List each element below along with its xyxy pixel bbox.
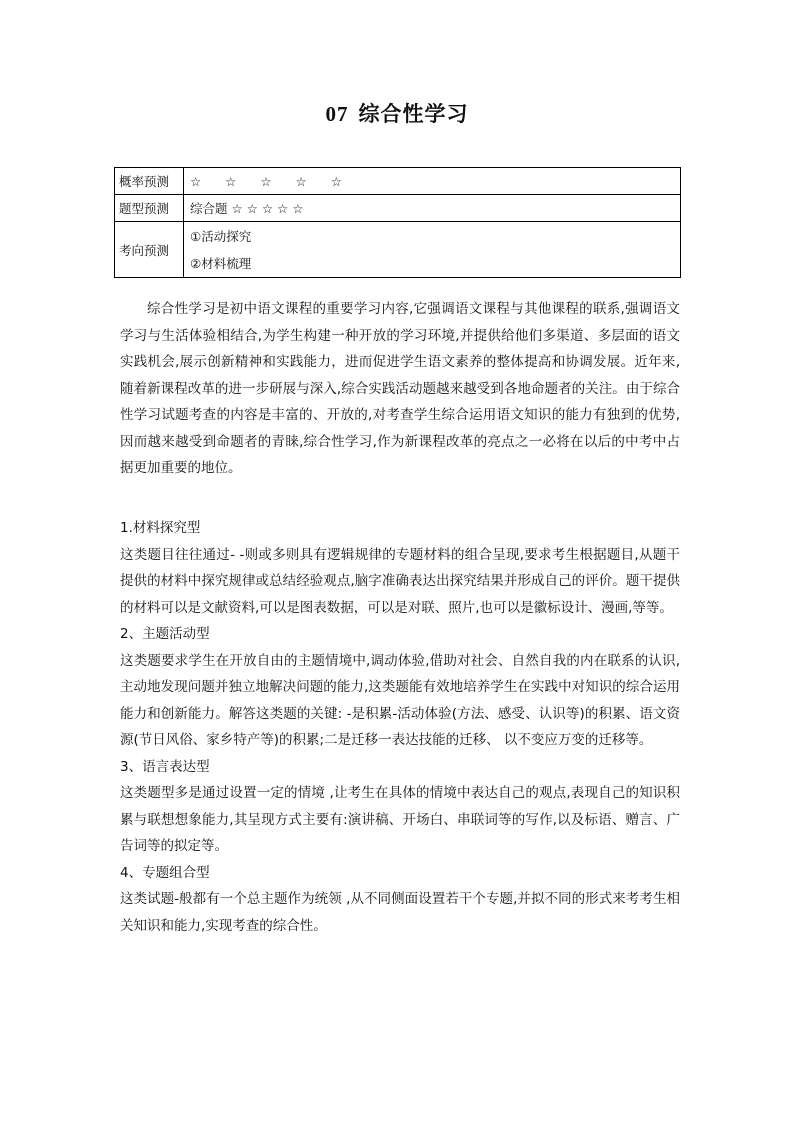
sections-block — [120, 515, 680, 939]
intro-block — [120, 296, 680, 482]
direction-item: ②材料梳理 — [190, 255, 252, 271]
title-number: 07 — [325, 102, 349, 126]
section-body: 这类题目往往通过- -则或多则具有逻辑规律的专题材料的组合呈现,要求考生根据题目,从题干提供的材料中探究规律或总结经验观点,脑字准确表达出探究结果并形成自己的评价。题干提供的材料可以是文献资料,可以是图表数据，可以是对联、照片,也可以是徽标设计、漫画,等等。 — [120, 546, 680, 616]
page-title — [0, 98, 794, 128]
row-label-question-type: 题型预测 — [115, 195, 184, 222]
row-label-direction: 考向预测 — [115, 222, 184, 278]
prediction-table — [114, 167, 681, 278]
table-row — [115, 195, 681, 222]
section-heading: 2、主题活动型 — [120, 626, 210, 642]
direction-values — [184, 222, 681, 278]
section-heading: 4、专题组合型 — [120, 864, 210, 881]
title-text: 综合性学习 — [358, 102, 469, 126]
table-row — [115, 168, 681, 195]
row-label-probability: 概率预测 — [115, 168, 184, 195]
section-heading: 3、语言表达型 — [120, 758, 210, 775]
section-heading: 1.材料探究型 — [120, 520, 201, 536]
direction-item: ①活动探究 — [190, 228, 252, 244]
probability-stars: ☆ ☆ ☆ ☆ ☆ — [184, 168, 681, 195]
section-body: 这类试题-般都有一个总主题作为统领 ,从不同侧面设置若干个专题,并拟不同的形式来考考生相关知识和能力,实现考查的综合性。 — [120, 891, 680, 934]
intro-paragraph: 综合性学习是初中语文课程的重要学习内容,它强调语文课程与其他课程的联系,强调语文学习与生活体验相结合,为学生构建一种开放的学习环境,并提供给他们多渠道、多层面的语文实践机会,展示创新精神和实践能力，进而促进学生语文素养的整体提高和协调发展。近年来,随着新课程改革的进一步研展与深入,综合实践活动题越来越受到各地命题者的关注。由于综合性学习试题考查的内容是丰富的、开放的,对考查学生综合运用语文知识的能力有独到的优势,因而越来越受到命题者的青睐,综合性学习,作为新课程改革的亮点之一必将在以后的中考中占据更加重要的地位。 — [120, 301, 680, 476]
section-body: 这类题要求学生在开放自由的主题情境中,调动体验,借助对社会、自然自我的内在联系的认识,主动地发现问题并独立地解决问题的能力,这类题能有效地培养学生在实践中对知识的综合运用能力和创新能力。解答这类题的关键: -是积累-活动体验(方法、感受、认识等)的积累、语文资源(节日风俗、家乡特产等)的积累;二是迁移一表达技能的迁移、 以不变应万变的迁移等。 — [120, 652, 680, 748]
question-type-value: 综合题 ☆ ☆ ☆ ☆ ☆ — [184, 195, 681, 222]
table-row — [115, 222, 681, 278]
section-body: 这类题型多是通过设置一定的情境 ,让考生在具体的情境中表达自己的观点,表现自己的知识积累与联想想象能力,其呈现方式主要有:演讲稿、开场白、串联词等的写作,以及标语、赠言、广告词等的拟定等。 — [120, 785, 680, 854]
